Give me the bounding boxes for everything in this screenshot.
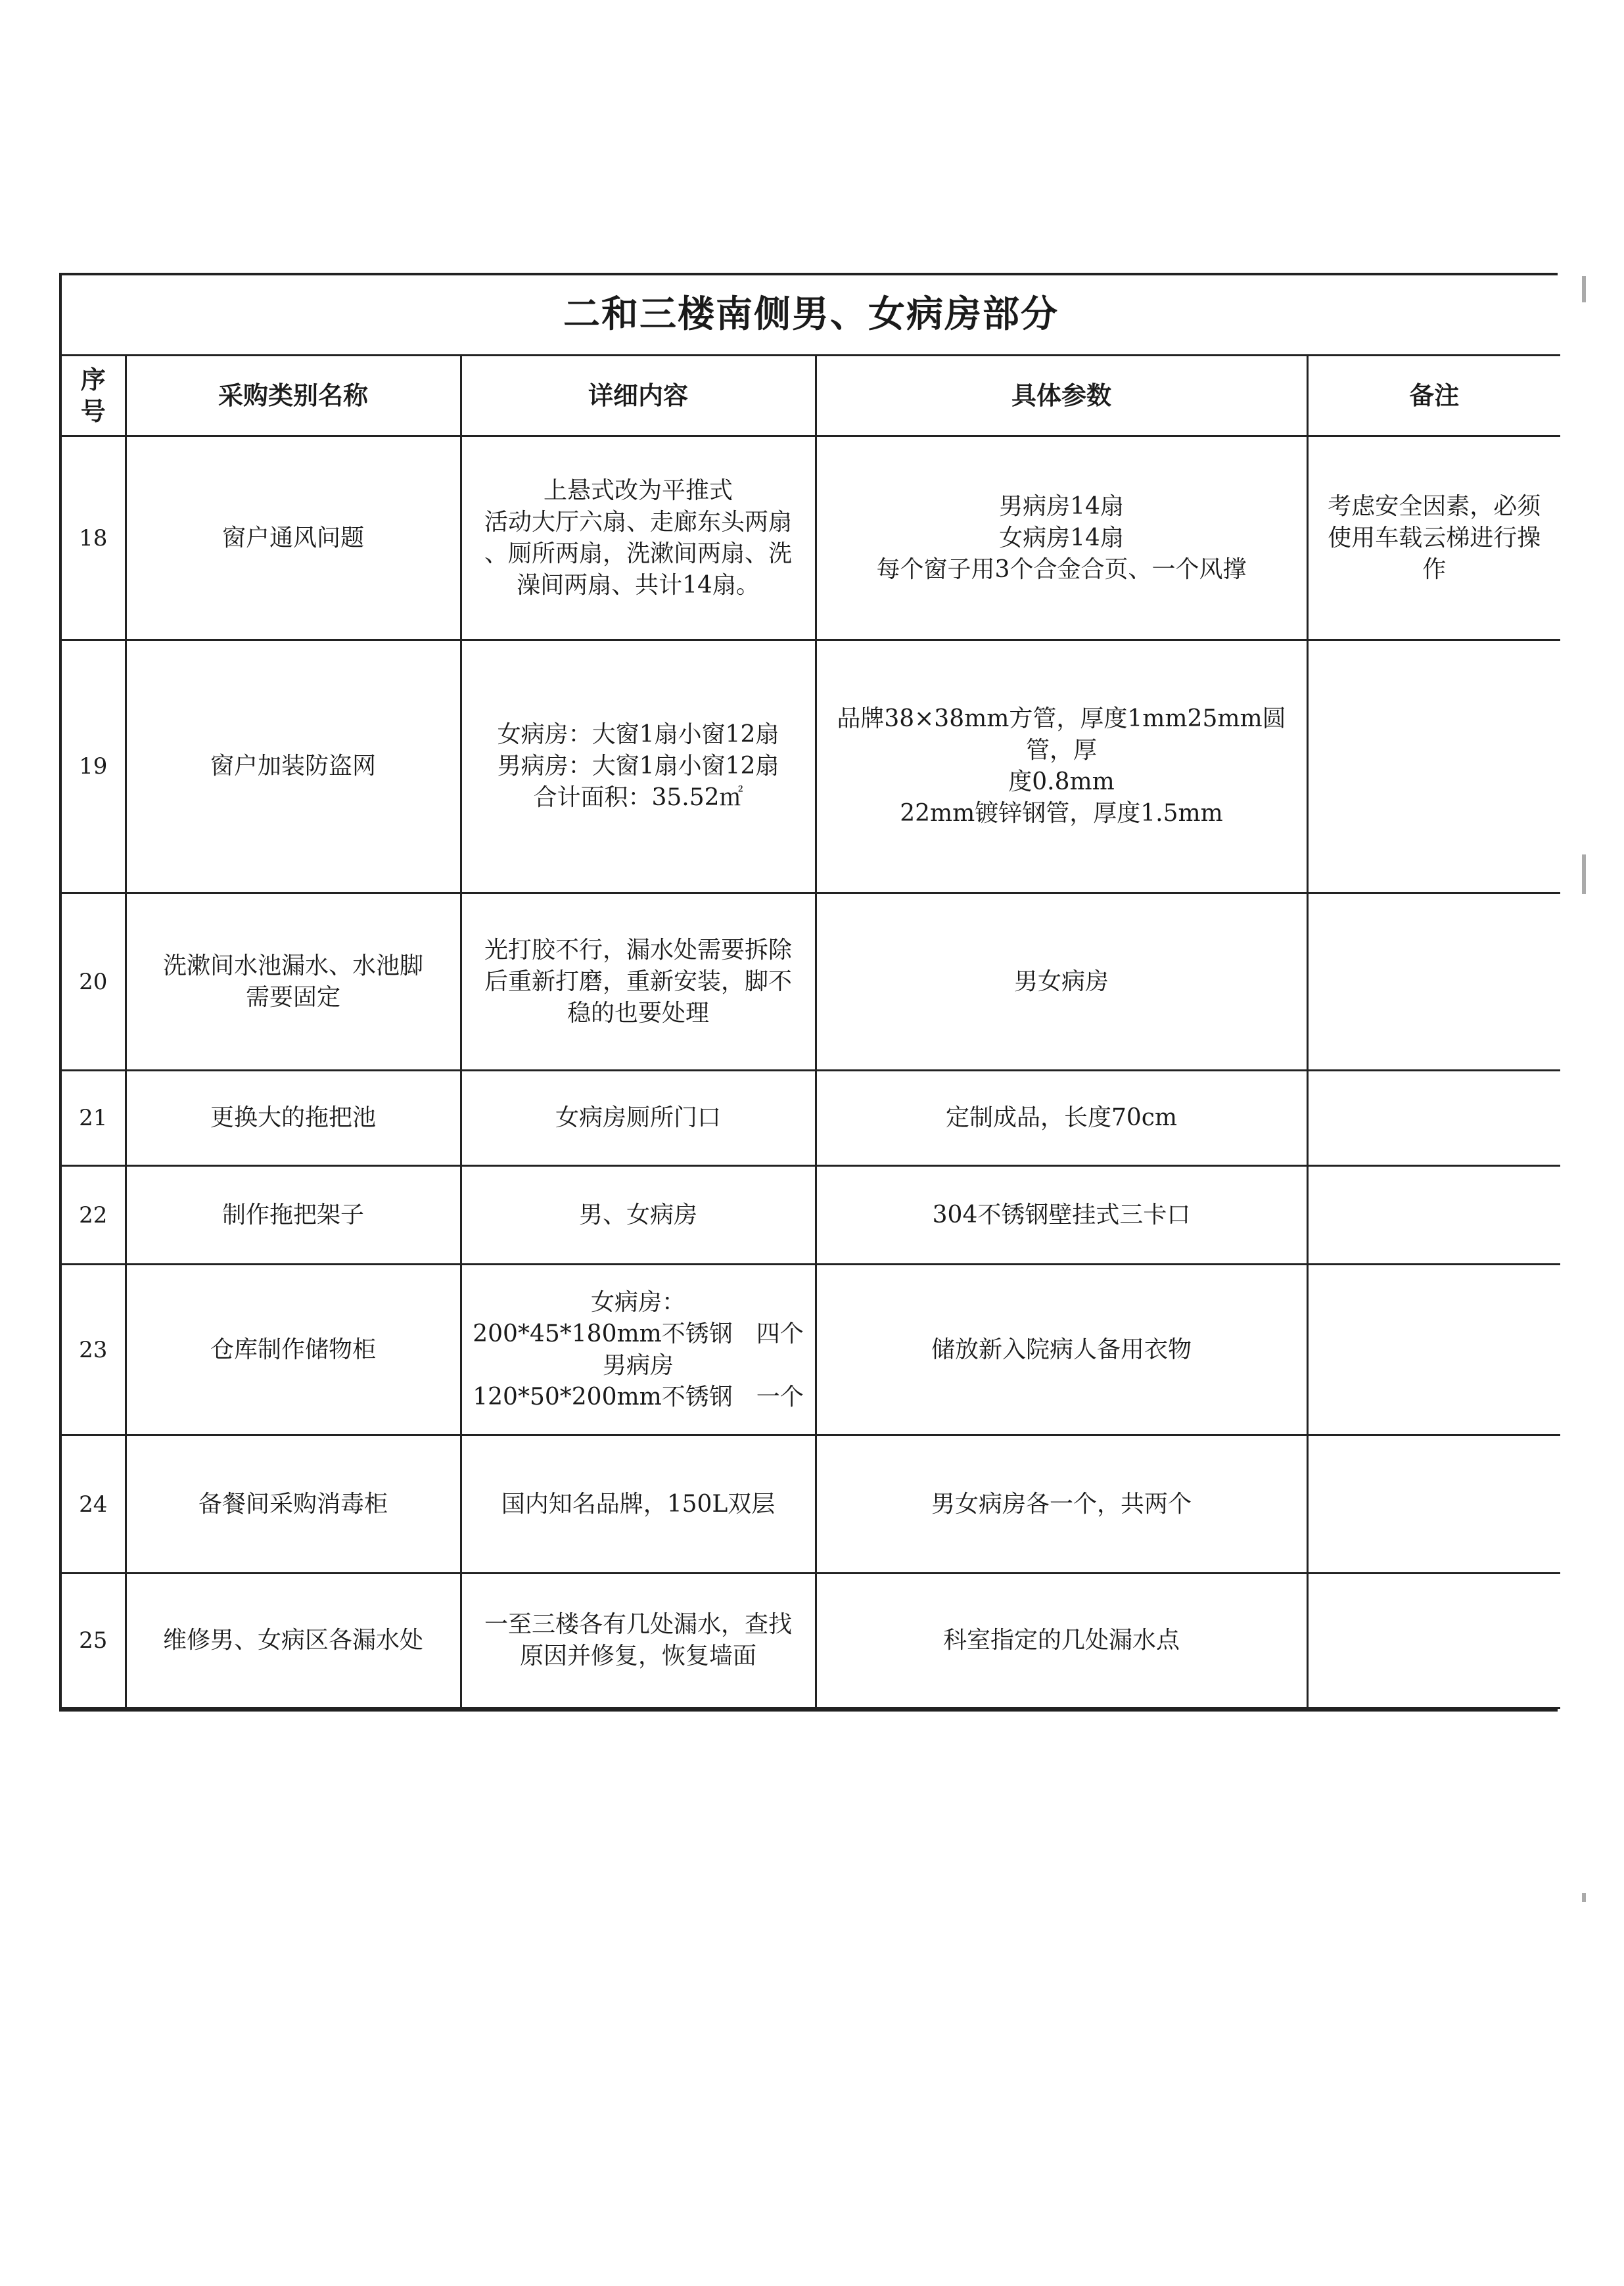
cell-params-line: 男女病房各一个，共两个 [931,1490,1192,1518]
cell-params-line: 每个窗子用3个合金合页、一个风撑 [876,555,1247,583]
cell-detail-line: 女病房： [590,1288,685,1316]
title-row [62,275,1560,356]
cell-params [816,1574,1307,1708]
table-title: 二和三楼南侧男、女病房部分 [62,275,1560,356]
cell-params-line: 22mm镀锌钢管，厚度1.5mm [900,800,1223,827]
cell-detail [461,1071,816,1166]
cell-detail [461,1166,816,1265]
cell-detail-line: 活动大厅六扇、走廊东头两扇 [484,508,792,536]
table-row [62,1166,1560,1265]
cell-detail-line: 国内知名品牌，150L双层 [501,1490,776,1518]
scan-edge-mark [1582,276,1586,302]
cell-detail-line: 、厕所两扇，洗漱间两扇、洗 [484,540,792,567]
cell-params-line: 科室指定的几处漏水点 [942,1627,1180,1654]
header-no: 序号 [62,356,126,436]
scan-edge-mark [1582,1893,1586,1902]
cell-params-line: 定制成品，长度70cm [945,1104,1178,1131]
cell-params-line: 304不锈钢壁挂式三卡口 [932,1201,1191,1228]
cell-detail-line: 光打胶不行，漏水处需要拆除 [484,936,792,964]
cell-category-name [126,640,461,893]
cell-category-name-line: 需要固定 [245,983,340,1011]
cell-remark [1307,1265,1560,1435]
cell-detail-line: 男病房 [602,1351,674,1379]
cell-params-line: 女病房14扇 [999,524,1124,551]
procurement-table-sheet [59,273,1558,1712]
cell-params-line: 男女病房 [1013,968,1109,995]
table-row [62,1574,1560,1708]
cell-remark [1307,893,1560,1071]
procurement-table [62,275,1560,1709]
cell-detail-line: 男、女病房 [578,1201,697,1228]
cell-category-name-line: 洗漱间水池漏水、水池脚 [162,952,423,979]
cell-remark-line: 使用车载云梯进行操 [1328,524,1541,551]
cell-category-name [126,1071,461,1166]
table-row [62,1071,1560,1166]
cell-category-name-line: 仓库制作储物柜 [210,1336,376,1363]
cell-no: 20 [62,893,126,1071]
cell-no: 18 [62,436,126,640]
cell-remark [1307,1071,1560,1166]
cell-detail-line: 稳的也要处理 [567,999,709,1027]
cell-remark [1307,1435,1560,1574]
cell-category-name-line: 备餐间采购消毒柜 [198,1490,388,1518]
cell-detail [461,1435,816,1574]
cell-category-name [126,436,461,640]
cell-category-name-line: 制作拖把架子 [221,1201,364,1228]
cell-detail [461,640,816,893]
cell-params [816,1435,1307,1574]
cell-params-line: 储放新入院病人备用衣物 [931,1336,1192,1363]
cell-detail-line: 后重新打磨，重新安装，脚不 [484,968,792,995]
cell-category-name-line: 维修男、女病区各漏水处 [162,1627,423,1654]
cell-detail [461,893,816,1071]
cell-detail-line: 原因并修复，恢复墙面 [519,1643,756,1669]
cell-detail-line: 上悬式改为平推式 [543,477,733,504]
cell-detail-line: 一至三楼各有几处漏水，查找 [484,1611,792,1638]
cell-params [816,1071,1307,1166]
cell-params [816,1166,1307,1265]
cell-detail [461,436,816,640]
cell-category-name-line: 窗户加装防盗网 [210,753,376,780]
header-row [62,356,1560,436]
cell-detail-line: 120*50*200mm不锈钢 一个 [473,1383,804,1411]
cell-category-name [126,1166,461,1265]
table-row [62,893,1560,1071]
cell-no: 23 [62,1265,126,1435]
cell-params [816,1265,1307,1435]
cell-remark [1307,1574,1560,1708]
table-row [62,1435,1560,1574]
cell-detail-line: 女病房：大窗1扇小窗12扇 [497,721,779,748]
cell-remark-line: 作 [1422,555,1447,583]
header-remark: 备注 [1307,356,1560,436]
cell-category-name [126,1265,461,1435]
cell-category-name [126,1435,461,1574]
cell-category-name-line: 更换大的拖把池 [210,1104,376,1131]
cell-params-line: 品牌38×38mm方管，厚度1mm25mm圆管，厚 [837,705,1286,764]
cell-remark [1307,436,1560,640]
cell-category-name-line: 窗户通风问题 [221,524,364,551]
cell-detail-line: 合计面积：35.52㎡ [533,784,743,811]
header-category-name: 采购类别名称 [126,356,461,436]
cell-params [816,893,1307,1071]
cell-no: 19 [62,640,126,893]
cell-detail-line: 女病房厕所门口 [555,1104,721,1131]
header-params: 具体参数 [816,356,1307,436]
cell-category-name [126,893,461,1071]
cell-params [816,640,1307,893]
cell-detail-line: 男病房：大窗1扇小窗12扇 [497,753,779,780]
cell-detail-line: 200*45*180mm不锈钢 四个 [473,1320,804,1347]
header-detail: 详细内容 [461,356,816,436]
cell-detail [461,1265,816,1435]
table-row [62,436,1560,640]
table-row [62,1265,1560,1435]
cell-remark [1307,640,1560,893]
cell-remark [1307,1166,1560,1265]
cell-params-line: 男病房14扇 [999,492,1124,520]
cell-no: 25 [62,1574,126,1708]
cell-no: 21 [62,1071,126,1166]
cell-detail [461,1574,816,1708]
cell-params-line: 度0.8mm [1008,768,1115,795]
cell-params [816,436,1307,640]
cell-remark-line: 考虑安全因素，必须 [1328,492,1541,520]
table-row [62,640,1560,893]
cell-category-name [126,1574,461,1708]
cell-no: 24 [62,1435,126,1574]
cell-detail-line: 澡间两扇、共计14扇。 [517,571,760,599]
cell-no: 22 [62,1166,126,1265]
scan-edge-mark [1582,854,1586,894]
